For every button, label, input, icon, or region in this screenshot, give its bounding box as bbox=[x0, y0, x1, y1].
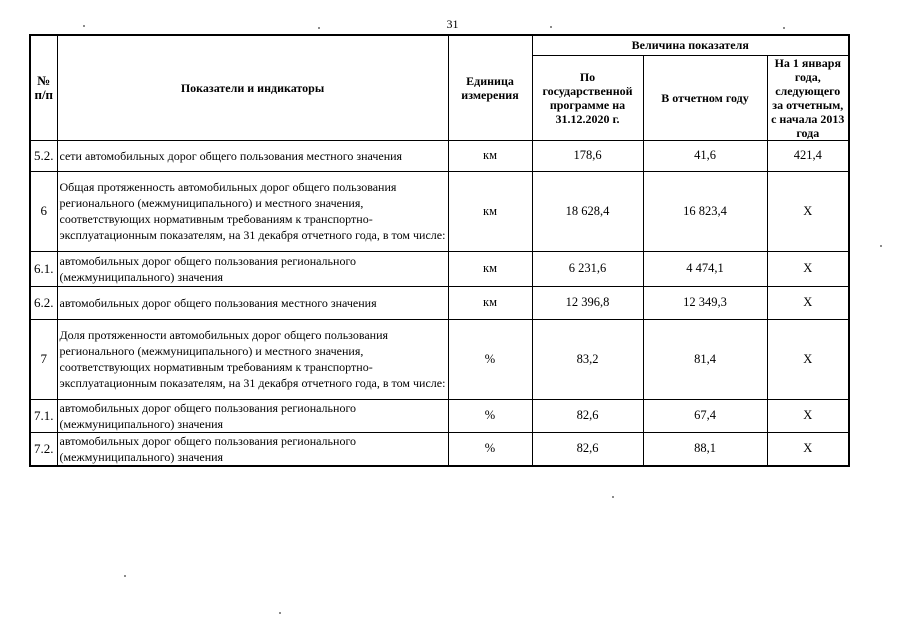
row-number: 6 bbox=[30, 171, 57, 251]
table-row bbox=[30, 171, 849, 251]
row-number: 7 bbox=[30, 319, 57, 399]
page-number: 31 bbox=[446, 17, 459, 31]
header-plan: По государственной программе на 31.12.2020 г. bbox=[532, 55, 643, 140]
scan-speck bbox=[279, 612, 281, 614]
indicators-table bbox=[29, 34, 850, 467]
row-unit: % bbox=[448, 432, 532, 466]
row-unit: % bbox=[448, 399, 532, 432]
scan-speck bbox=[550, 26, 552, 28]
row-cumulative-value: X bbox=[767, 286, 849, 319]
header-num: № п/п bbox=[30, 35, 57, 140]
scan-speck bbox=[880, 245, 882, 247]
row-report-value: 12 349,3 bbox=[643, 286, 767, 319]
row-plan-value: 12 396,8 bbox=[532, 286, 643, 319]
row-report-value: 67,4 bbox=[643, 399, 767, 432]
row-report-value: 88,1 bbox=[643, 432, 767, 466]
row-cumulative-value: X bbox=[767, 171, 849, 251]
scan-speck bbox=[124, 575, 126, 577]
scan-speck bbox=[83, 25, 85, 27]
row-indicator: Доля протяженности автомобильных дорог общего пользования регионального (межмуниципального) и местного значения, соответствующих нормативным требованиям к транспортно-эксплуатационным показателям, на 31 декабря отчетного года, в том числе: bbox=[57, 319, 448, 399]
header-indicator: Показатели и индикаторы bbox=[57, 35, 448, 140]
table-row bbox=[30, 399, 849, 432]
table-row bbox=[30, 286, 849, 319]
row-report-value: 16 823,4 bbox=[643, 171, 767, 251]
row-plan-value: 18 628,4 bbox=[532, 171, 643, 251]
row-indicator: Общая протяженность автомобильных дорог общего пользования регионального (межмуниципального) и местного значения, соответствующих нормативным требованиям к транспортно-эксплуатационным показателям, на 31 декабря отчетного года, в том числе: bbox=[57, 171, 448, 251]
row-number: 7.2. bbox=[30, 432, 57, 466]
row-cumulative-value: X bbox=[767, 399, 849, 432]
row-number: 5.2. bbox=[30, 140, 57, 171]
row-cumulative-value: 421,4 bbox=[767, 140, 849, 171]
row-cumulative-value: X bbox=[767, 319, 849, 399]
row-report-value: 81,4 bbox=[643, 319, 767, 399]
row-plan-value: 82,6 bbox=[532, 399, 643, 432]
table-row bbox=[30, 251, 849, 286]
row-indicator: автомобильных дорог общего пользования регионального (межмуниципального) значения bbox=[57, 432, 448, 466]
scan-speck bbox=[612, 496, 614, 498]
row-cumulative-value: X bbox=[767, 432, 849, 466]
row-plan-value: 178,6 bbox=[532, 140, 643, 171]
row-report-value: 4 474,1 bbox=[643, 251, 767, 286]
row-unit: % bbox=[448, 319, 532, 399]
row-plan-value: 83,2 bbox=[532, 319, 643, 399]
row-indicator: автомобильных дорог общего пользования регионального (межмуниципального) значения bbox=[57, 399, 448, 432]
row-plan-value: 82,6 bbox=[532, 432, 643, 466]
scan-speck bbox=[783, 27, 785, 29]
table-row bbox=[30, 432, 849, 466]
table-row bbox=[30, 140, 849, 171]
row-indicator: сети автомобильных дорог общего пользования местного значения bbox=[57, 140, 448, 171]
row-number: 6.1. bbox=[30, 251, 57, 286]
row-unit: км bbox=[448, 251, 532, 286]
row-cumulative-value: X bbox=[767, 251, 849, 286]
scan-speck bbox=[318, 27, 320, 29]
row-indicator: автомобильных дорог общего пользования регионального (межмуниципального) значения bbox=[57, 251, 448, 286]
header-cumulative: На 1 января года, следующего за отчетным, с начала 2013 года bbox=[767, 55, 849, 140]
row-number: 7.1. bbox=[30, 399, 57, 432]
header-unit: Единица измерения bbox=[448, 35, 532, 140]
row-unit: км bbox=[448, 140, 532, 171]
row-plan-value: 6 231,6 bbox=[532, 251, 643, 286]
table-row bbox=[30, 319, 849, 399]
row-indicator: автомобильных дорог общего пользования местного значения bbox=[57, 286, 448, 319]
row-unit: км bbox=[448, 286, 532, 319]
row-report-value: 41,6 bbox=[643, 140, 767, 171]
header-report: В отчетном году bbox=[643, 55, 767, 140]
header-value-group: Величина показателя bbox=[532, 35, 849, 55]
row-number: 6.2. bbox=[30, 286, 57, 319]
row-unit: км bbox=[448, 171, 532, 251]
